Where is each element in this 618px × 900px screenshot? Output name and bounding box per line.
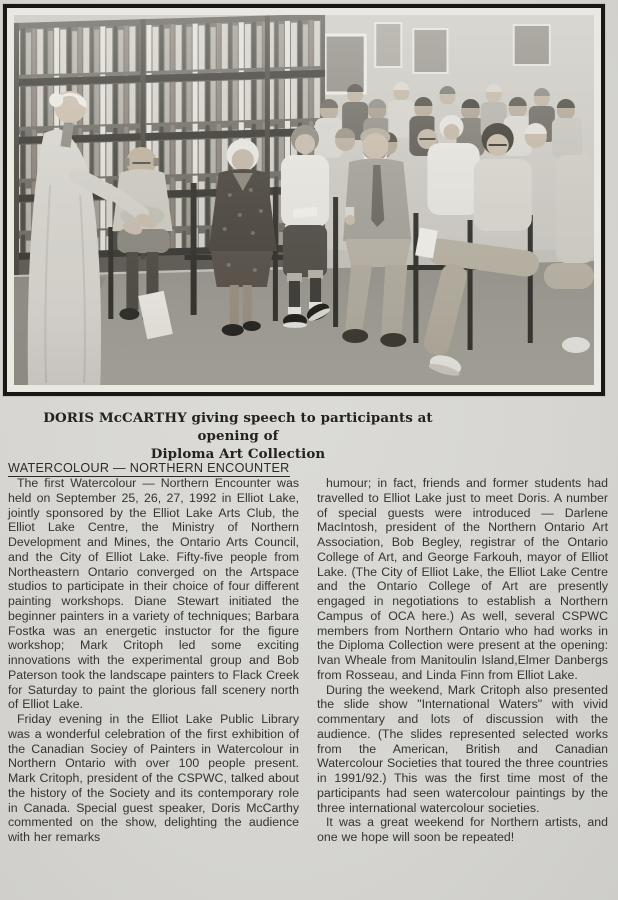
article-body	[8, 461, 608, 845]
event-photo	[14, 15, 594, 385]
right-column	[317, 461, 608, 845]
paragraph-right-3: It was a great weekend for Northern artists, and one we hope will soon be repeated!	[317, 815, 608, 844]
event-photo-frame	[3, 4, 605, 396]
photo-caption-line2: Diploma Art Collection	[150, 446, 326, 462]
article-heading	[8, 461, 299, 475]
paragraph-right-1: humour; in fact, friends and former students had travelled to Elliot Lake just to meet Doris. A number of special guests were introduced — Darlene MacIntosh, president of the Northern Ontario Art Association, Bob Begley, registrar of the Ontario College of Art, and George Farkouh, mayor of Elliot Lake. (The City of Elliot Lake, the Elliot Lake Centre and the Ontario College of Art are presently engaged in negotiations to establish a Northern Campus of OCA here.) As well, several CSPWC members from Northern Ontario who had works in the Diploma Collection were present at the opening: Ivan Wheale from Manitoulin Island,Elmer Danbergs from Rosseau, and Linda Finn from Elliot Lake.	[317, 476, 608, 682]
photo-caption-line1: DORIS McCARTHY giving speech to participants at opening of	[43, 410, 433, 444]
left-column	[8, 461, 299, 845]
paragraph-left-1: The first Watercolour — Northern Encounter was held on September 25, 26, 27, 1992 in Elliot Lake, jointly sponsored by the Elliot Lake Arts Club, the Elliot Lake Centre, the Ministry of Northern Development and Mines, the Ontario Arts Council, and the City of Elliot Lake. Fifty-five people from Northeastern Ontario converged on the Artspace studios to participate in their choice of four different painting workshops. Diane Stewart initiated the beginner painters in a variety of techniques; Barbara Fostka was an energetic instuctor for the figure workshop; Mark Critoph led some exciting innovations with the experimental group and Bob Paterson took the landscape painters to Flack Creek for Saturday to paint the glorious fall scenery north of Elliot Lake.	[8, 476, 299, 712]
photo-scene	[14, 15, 594, 385]
paragraph-left-2: Friday evening in the Elliot Lake Public Library was a wonderful celebration of the first exhibition of the Canadian Sociey of Painters in Watercolour in Northern Ontario with over 100 people present. Mark Critoph, president of the CSPWC, talked about the history of the Society and its contemporary role in Canada. Special guest speaker, Doris McCarthy commented on the show, delighting the audience with her remarks	[8, 712, 299, 844]
paragraph-right-2: During the weekend, Mark Critoph also presented the slide show "International Waters" with vivid commentary and lots of discussion with the audience. (The slides represented selected works from the American, British and Canadian Watercolour Societies that toured the three countries in 1991/92.) This was the first time most of the participants had seen watercolour paintings by the three international watercolour societies.	[317, 682, 608, 815]
photo-caption	[12, 409, 464, 463]
article-heading-text: WATERCOLOUR — NORTHERN ENCOUNTER	[8, 461, 290, 475]
